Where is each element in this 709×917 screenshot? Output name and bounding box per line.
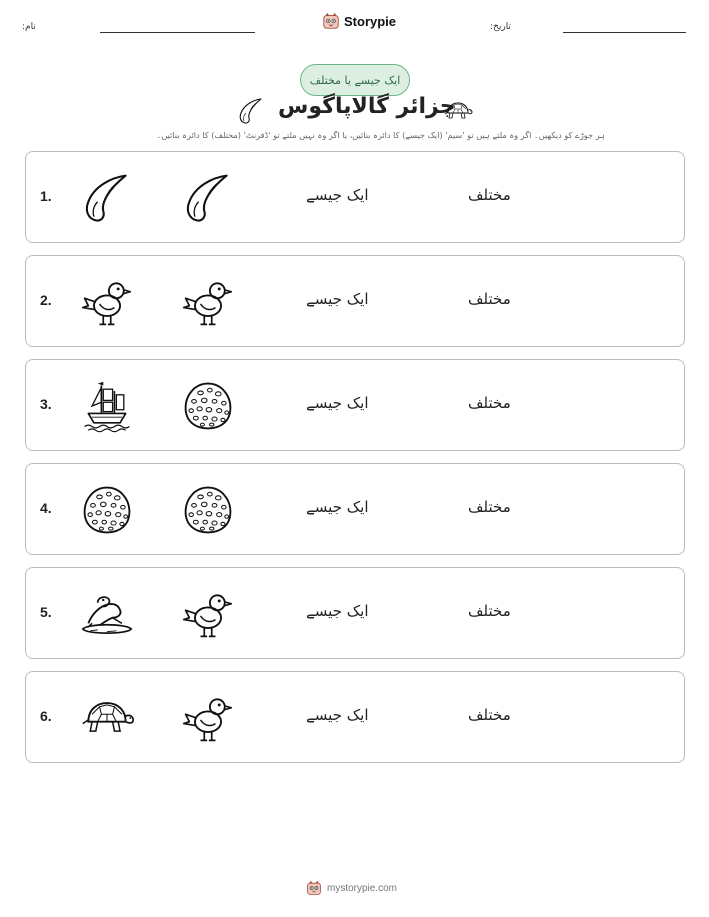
exercise-row (25, 567, 685, 659)
option-same[interactable]: ایک جیسے (306, 290, 369, 308)
bird-icon (179, 586, 237, 642)
storypie-logo-icon (322, 12, 340, 30)
rock-icon (179, 482, 237, 538)
bird-icon (78, 274, 136, 330)
exercise-row (25, 359, 685, 451)
ship-icon (78, 378, 136, 434)
rock-icon (78, 482, 136, 538)
option-same[interactable]: ایک جیسے (306, 186, 369, 204)
turtle-icon (78, 690, 136, 746)
option-different[interactable]: مختلف (468, 602, 511, 620)
option-same[interactable]: ایک جیسے (306, 498, 369, 516)
option-same[interactable]: ایک جیسے (306, 602, 369, 620)
turtle-icon (440, 96, 476, 126)
option-different[interactable]: مختلف (468, 290, 511, 308)
name-line (100, 32, 255, 33)
exercise-row (25, 151, 685, 243)
row-number: 1. (40, 188, 52, 204)
exercise-row (25, 255, 685, 347)
exercise-row (25, 463, 685, 555)
page-title: جزائر گالاپاگوس (278, 94, 456, 119)
option-different[interactable]: مختلف (468, 498, 511, 516)
claw-icon (179, 170, 237, 226)
footer-url: mystorypie.com (327, 882, 398, 894)
footer (306, 880, 397, 896)
name-label: نام: (22, 22, 36, 32)
instructions: ہر جوڑے کو دیکھیں۔ اگر وہ ملتے ہیں تو 'سیم' (ایک جیسے) کا دائرہ بنائیں، یا اگر وہ نہیں ملتے تو 'ڈفرنٹ' (مختلف) کا دائرہ بنائیں۔ (156, 130, 605, 140)
option-same[interactable]: ایک جیسے (306, 706, 369, 724)
row-number: 5. (40, 604, 52, 620)
row-number: 3. (40, 396, 52, 412)
date-line (563, 32, 686, 33)
bird-icon (179, 274, 237, 330)
option-different[interactable]: مختلف (468, 186, 511, 204)
row-number: 6. (40, 708, 52, 724)
option-different[interactable]: مختلف (468, 706, 511, 724)
rock-icon (179, 378, 237, 434)
claw-icon (78, 170, 136, 226)
title-row (0, 94, 709, 128)
storypie-logo-icon (306, 880, 322, 896)
bird-icon (179, 690, 237, 746)
brand (322, 12, 396, 30)
page-header (0, 0, 709, 50)
brand-name: Storypie (344, 13, 397, 29)
worksheet-type-badge: ایک جیسے یا مختلف (300, 64, 410, 96)
row-number: 2. (40, 292, 52, 308)
date-label: تاریخ: (490, 22, 511, 32)
exercise-row (25, 671, 685, 763)
claw-icon (234, 96, 268, 126)
row-number: 4. (40, 500, 52, 516)
option-same[interactable]: ایک جیسے (306, 394, 369, 412)
seal-icon (78, 586, 136, 642)
option-different[interactable]: مختلف (468, 394, 511, 412)
